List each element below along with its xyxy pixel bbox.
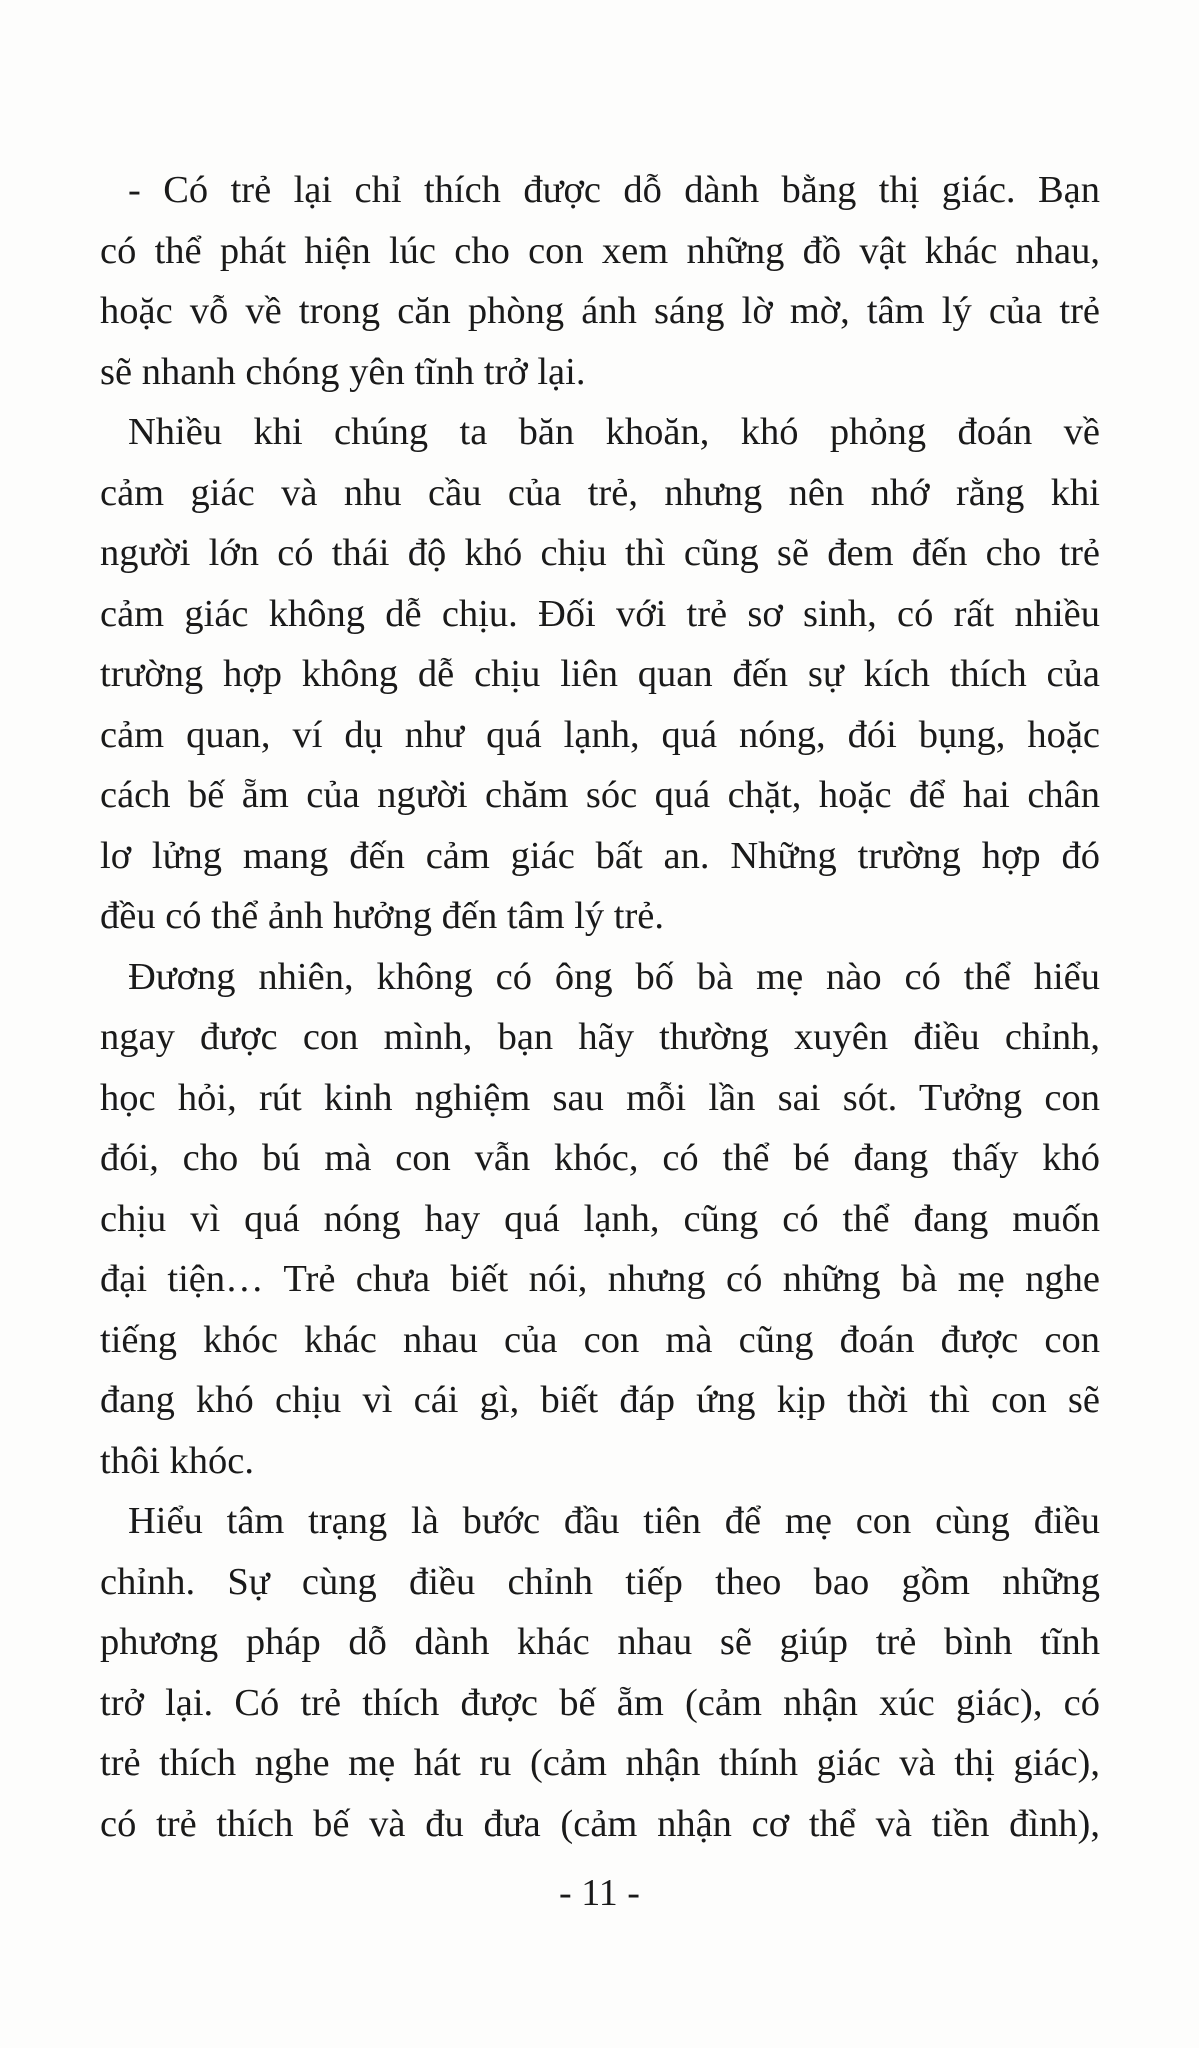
paragraph-4-line-4: trở lại. Có trẻ thích được bế ẵm (cảm nhận xúc giác), có [100, 1681, 1100, 1724]
paragraph-4-line-2: chỉnh. Sự cùng điều chỉnh tiếp theo bao gồm những [100, 1560, 1100, 1603]
paragraph-2-line-6: cảm quan, ví dụ như quá lạnh, quá nóng, đói bụng, hoặc [100, 713, 1100, 756]
paragraph-4-line-5: trẻ thích nghe mẹ hát ru (cảm nhận thính giác và thị giác), [100, 1742, 1100, 1784]
paragraph-1-line-2: có thể phát hiện lúc cho con xem những đồ vật khác nhau, [100, 229, 1100, 272]
paragraph-2-line-8: lơ lửng mang đến cảm giác bất an. Những trường hợp đó [100, 834, 1100, 877]
paragraph-4-line-3: phương pháp dỗ dành khác nhau sẽ giúp trẻ bình tĩnh [100, 1621, 1100, 1663]
paragraph-3-line-1: Đương nhiên, không có ông bố bà mẹ nào có thể hiểu [128, 955, 1100, 998]
paragraph-3-line-6: đại tiện… Trẻ chưa biết nói, nhưng có những bà mẹ nghe [100, 1258, 1100, 1300]
paragraph-1-line-4: sẽ nhanh chóng yên tĩnh trở lại. [100, 350, 586, 393]
paragraph-3-line-8: đang khó chịu vì cái gì, biết đáp ứng kịp thời thì con sẽ [100, 1379, 1100, 1421]
paragraph-1-line-3: hoặc vỗ về trong căn phòng ánh sáng lờ mờ, tâm lý của trẻ [100, 290, 1100, 332]
paragraph-2-line-2: cảm giác và nhu cầu của trẻ, nhưng nên nhớ rằng khi [100, 471, 1100, 514]
page-number: - 11 - [559, 1872, 640, 1914]
paragraph-2-line-7: cách bế ẵm của người chăm sóc quá chặt, hoặc để hai chân [100, 774, 1100, 816]
paragraph-2-line-9: đều có thể ảnh hưởng đến tâm lý trẻ. [100, 895, 665, 937]
paragraph-2-line-5: trường hợp không dễ chịu liên quan đến sự kích thích của [100, 653, 1100, 695]
paragraph-2-line-3: người lớn có thái độ khó chịu thì cũng sẽ đem đến cho trẻ [100, 532, 1100, 574]
paragraph-3-line-9: thôi khóc. [100, 1439, 254, 1482]
paragraph-2-line-4: cảm giác không dễ chịu. Đối với trẻ sơ sinh, có rất nhiều [100, 592, 1100, 635]
paragraph-2-line-1: Nhiều khi chúng ta băn khoăn, khó phỏng đoán về [128, 411, 1100, 453]
paragraph-3-line-4: đói, cho bú mà con vẫn khóc, có thể bé đang thấy khó [100, 1137, 1100, 1179]
paragraph-3-line-5: chịu vì quá nóng hay quá lạnh, cũng có thể đang muốn [100, 1197, 1100, 1240]
paragraph-3-line-3: học hỏi, rút kinh nghiệm sau mỗi lần sai sót. Tưởng con [100, 1076, 1100, 1119]
paragraph-3-line-2: ngay được con mình, bạn hãy thường xuyên điều chỉnh, [100, 1016, 1100, 1058]
paragraph-1-line-1: - Có trẻ lại chỉ thích được dỗ dành bằng thị giác. Bạn [128, 169, 1100, 211]
paragraph-4-line-6: có trẻ thích bế và đu đưa (cảm nhận cơ thể và tiền đình), [100, 1802, 1100, 1845]
paragraph-4-line-1: Hiểu tâm trạng là bước đầu tiên để mẹ con cùng điều [128, 1500, 1100, 1542]
body-text [100, 160, 1100, 1854]
paragraph-3-line-7: tiếng khóc khác nhau của con mà cũng đoán được con [100, 1318, 1100, 1361]
